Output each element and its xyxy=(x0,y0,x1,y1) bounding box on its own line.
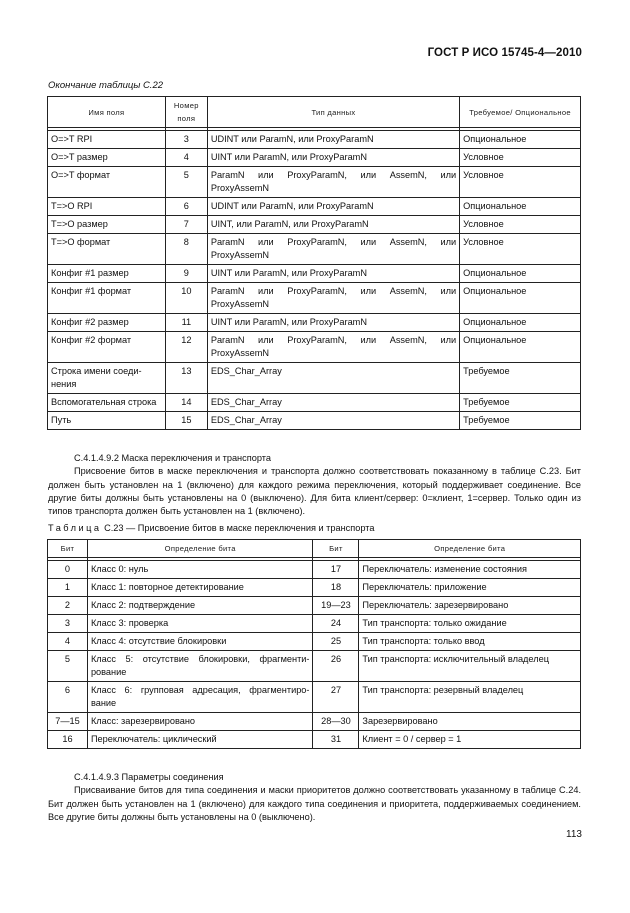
table-row xyxy=(48,265,581,283)
table-cell: Условное xyxy=(460,216,581,234)
table-cell: ParamN или ProxyParamN, или AssemN, или ProxyAssemN xyxy=(207,283,459,314)
column-header: Номер поля xyxy=(165,97,207,128)
table-cell: Класс 5: отсутствие блокировки, фрагменти-рование xyxy=(87,651,313,682)
caption-text: С.23 — Присвоение битов в маске переключения и транспорта xyxy=(101,523,375,533)
table-cell: ParamN или ProxyParamN, или AssemN, или ProxyAssemN xyxy=(207,167,459,198)
table-cell: 5 xyxy=(165,167,207,198)
table-cell: 13 xyxy=(165,363,207,394)
column-header: Требуемое/ Опциональное xyxy=(460,97,581,128)
table-cell: Переключатель: зарезервировано xyxy=(359,597,581,615)
table-cell: 18 xyxy=(313,579,359,597)
table-row xyxy=(48,167,581,198)
table-cell: 6 xyxy=(165,198,207,216)
section-heading: С.4.1.4.9.2 Маска переключения и транспорта xyxy=(74,453,271,463)
table-cell: 26 xyxy=(313,651,359,682)
table-cell: 8 xyxy=(165,234,207,265)
table-cell: Опциональное xyxy=(460,314,581,332)
table-c22 xyxy=(47,96,581,430)
table-cell: Тип транспорта: только ввод xyxy=(359,633,581,651)
table-cell: 28—30 xyxy=(313,713,359,731)
table-cell: Класс 2: подтверждение xyxy=(87,597,313,615)
table-cell: 5 xyxy=(48,651,88,682)
table-cell: Переключатель: приложение xyxy=(359,579,581,597)
table-cell: UINT или ParamN, или ProxyParamN xyxy=(207,149,459,167)
caption-prefix: Таблица xyxy=(48,523,102,533)
section-text: Присваивание битов для типа соединения и маски приоритетов должно соответствовать указанному в таблице С.24. Бит должен быть установлен на 1 (включено) для каждого типа соединения и приоритета, поддерживаемых соединением. Все другие биты должны быть установлены на 0 (выключено). xyxy=(48,785,581,822)
table-cell: UINT или ParamN, или ProxyParamN xyxy=(207,314,459,332)
table-cell: Конфиг #2 формат xyxy=(48,332,166,363)
table-cell: 24 xyxy=(313,615,359,633)
table-cell: UINT, или ParamN, или ProxyParamN xyxy=(207,216,459,234)
table-cell: 4 xyxy=(48,633,88,651)
table-cell: O=>T формат xyxy=(48,167,166,198)
table-cell: Опциональное xyxy=(460,332,581,363)
table-cell: 31 xyxy=(313,731,359,749)
table-cell: Опциональное xyxy=(460,265,581,283)
table-cell: T=>O размер xyxy=(48,216,166,234)
table-cell: Клиент = 0 / сервер = 1 xyxy=(359,731,581,749)
table-cell: 6 xyxy=(48,682,88,713)
table-cell: 1 xyxy=(48,579,88,597)
table-cell: 19—23 xyxy=(313,597,359,615)
table-cell: EDS_Char_Array xyxy=(207,412,459,430)
table-cell: Конфиг #1 размер xyxy=(48,265,166,283)
table-cell: T=>O формат xyxy=(48,234,166,265)
table-cell: 0 xyxy=(48,561,88,579)
table-cell: Конфиг #2 размер xyxy=(48,314,166,332)
table-c23-caption xyxy=(48,523,374,533)
table-cell: Опциональное xyxy=(460,198,581,216)
table-cell: 27 xyxy=(313,682,359,713)
table-row xyxy=(48,234,581,265)
table-cell: ParamN или ProxyParamN, или AssemN, или ProxyAssemN xyxy=(207,234,459,265)
table-cell: O=>T RPI xyxy=(48,131,166,149)
table-cell: Вспомогательная строка xyxy=(48,394,166,412)
table-c23 xyxy=(47,539,581,749)
table-cell: Требуемое xyxy=(460,412,581,430)
table-cell: Переключатель: изменение состояния xyxy=(359,561,581,579)
table-row xyxy=(48,412,581,430)
column-header: Тип данных xyxy=(207,97,459,128)
table-cell: Тип транспорта: резервный владелец xyxy=(359,682,581,713)
table-cell: Тип транспорта: только ожидание xyxy=(359,615,581,633)
table-cell: Условное xyxy=(460,234,581,265)
page-number: 113 xyxy=(566,829,582,840)
table-cell: O=>T размер xyxy=(48,149,166,167)
table-cell: Класс 3: проверка xyxy=(87,615,313,633)
column-header: Бит xyxy=(48,540,88,558)
table-cell: Зарезервировано xyxy=(359,713,581,731)
section-text: Присвоение битов в маске переключения и транспорта должно соответствовать показанному в таблице С.23. Бит должен быть установлен на 1 (включено) для каждого режима переключения, который поддерживает соединение. Все другие биты должны быть установлены на 0 (выключено). Для бита клиент/сервер: 0=клиент, 1=сервер. Только один из типов транспорта должен быть установлен на 1 (включено). xyxy=(48,466,581,517)
table-cell: Условное xyxy=(460,167,581,198)
table-cell: UDINT или ParamN, или ProxyParamN xyxy=(207,131,459,149)
table-cell: EDS_Char_Array xyxy=(207,363,459,394)
table-row xyxy=(48,615,581,633)
table-cell: UINT или ParamN, или ProxyParamN xyxy=(207,265,459,283)
table-cell: EDS_Char_Array xyxy=(207,394,459,412)
table-row xyxy=(48,579,581,597)
table-cell: Требуемое xyxy=(460,363,581,394)
table-cell: 9 xyxy=(165,265,207,283)
table-cell: 2 xyxy=(48,597,88,615)
table-cell: 11 xyxy=(165,314,207,332)
section-heading: С.4.1.4.9.3 Параметры соединения xyxy=(74,772,224,782)
table-cell: 3 xyxy=(165,131,207,149)
column-header: Бит xyxy=(313,540,359,558)
table-cell: 17 xyxy=(313,561,359,579)
table-cell: Конфиг #1 формат xyxy=(48,283,166,314)
table-row xyxy=(48,283,581,314)
column-header: Определение бита xyxy=(359,540,581,558)
table-row xyxy=(48,314,581,332)
table-row xyxy=(48,561,581,579)
table-cell: Тип транспорта: исключительный владелец xyxy=(359,651,581,682)
table-cell: Строка имени соеди-нения xyxy=(48,363,166,394)
table-cell: 10 xyxy=(165,283,207,314)
table-c22-caption: Окончание таблицы С.22 xyxy=(48,80,164,91)
table-row xyxy=(48,363,581,394)
table-row xyxy=(48,131,581,149)
table-cell: 16 xyxy=(48,731,88,749)
table-cell: 14 xyxy=(165,394,207,412)
table-row xyxy=(48,651,581,682)
table-row xyxy=(48,731,581,749)
table-cell: 15 xyxy=(165,412,207,430)
table-row xyxy=(48,332,581,363)
table-cell: T=>O RPI xyxy=(48,198,166,216)
table-cell: Условное xyxy=(460,149,581,167)
table-row xyxy=(48,394,581,412)
table-row xyxy=(48,682,581,713)
table-cell: 3 xyxy=(48,615,88,633)
table-row xyxy=(48,713,581,731)
table-row xyxy=(48,633,581,651)
table-cell: Требуемое xyxy=(460,394,581,412)
table-cell: Класс: зарезервировано xyxy=(87,713,313,731)
table-cell: Класс 1: повторное детектирование xyxy=(87,579,313,597)
table-cell: Путь xyxy=(48,412,166,430)
column-header: Имя поля xyxy=(48,97,166,128)
section-c41493 xyxy=(48,771,581,824)
table-cell: UDINT или ParamN, или ProxyParamN xyxy=(207,198,459,216)
table-row xyxy=(48,198,581,216)
table-cell: Опциональное xyxy=(460,283,581,314)
table-cell: 12 xyxy=(165,332,207,363)
table-cell: Переключатель: циклический xyxy=(87,731,313,749)
document-header: ГОСТ Р ИСО 15745-4—2010 xyxy=(427,47,582,59)
table-cell: Класс 0: нуль xyxy=(87,561,313,579)
table-row xyxy=(48,597,581,615)
table-cell: 7—15 xyxy=(48,713,88,731)
table-cell: 7 xyxy=(165,216,207,234)
table-cell: ParamN или ProxyParamN, или AssemN, или ProxyAssemN xyxy=(207,332,459,363)
table-cell: Класс 6: групповая адресация, фрагментиро-вание xyxy=(87,682,313,713)
table-cell: 25 xyxy=(313,633,359,651)
section-c41492 xyxy=(48,452,581,518)
table-cell: 4 xyxy=(165,149,207,167)
table-row xyxy=(48,216,581,234)
table-cell: Опциональное xyxy=(460,131,581,149)
column-header: Определение бита xyxy=(87,540,313,558)
table-row xyxy=(48,149,581,167)
table-cell: Класс 4: отсутствие блокировки xyxy=(87,633,313,651)
